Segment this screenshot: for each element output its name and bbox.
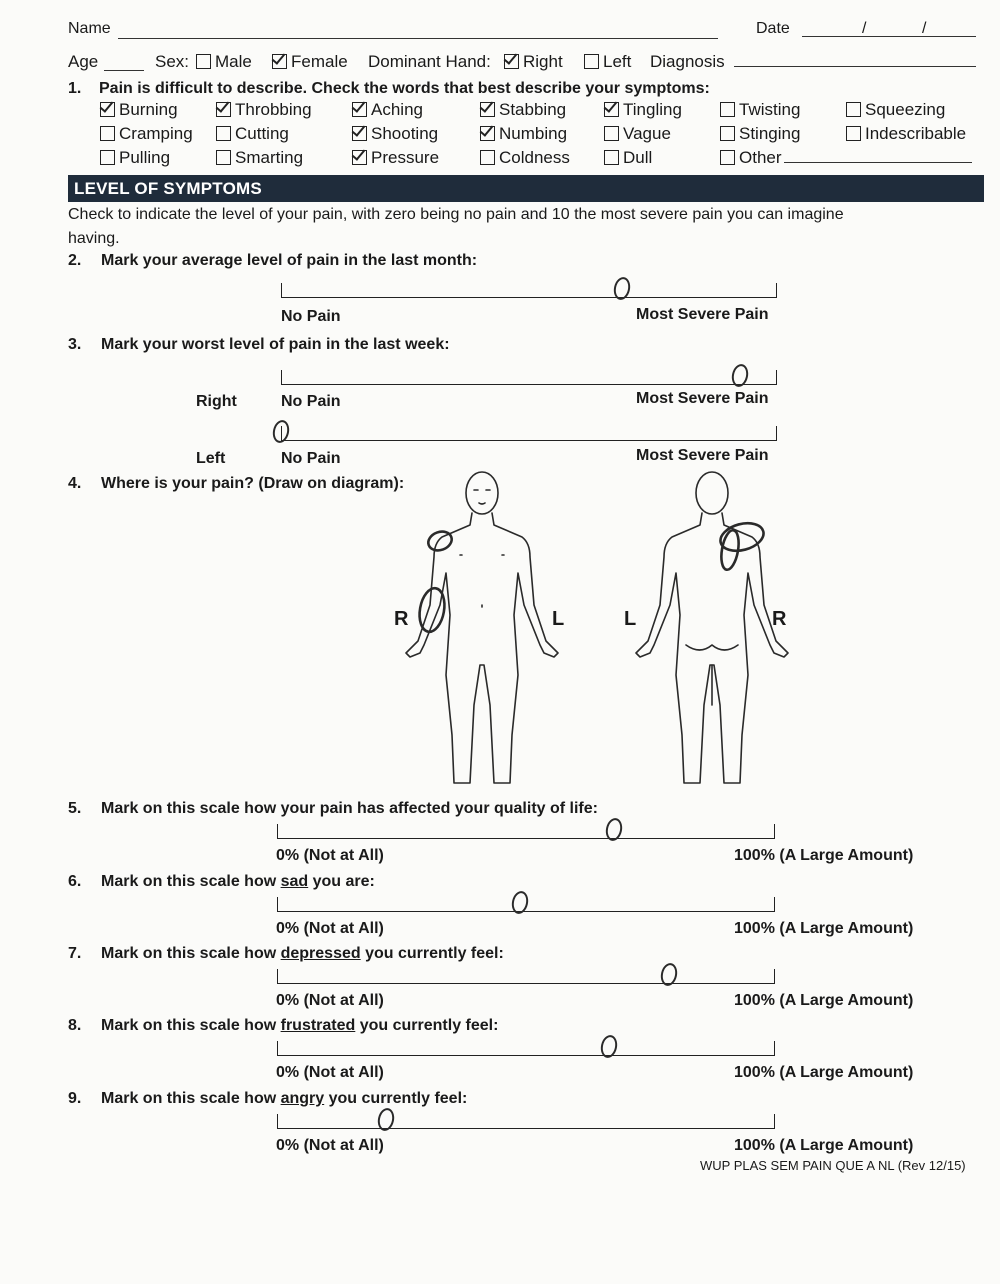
scale-question-post: you currently feel: (360, 945, 504, 962)
female-checkbox[interactable] (272, 54, 287, 69)
symptom-label: Pressure (371, 148, 440, 167)
symptom-checkbox[interactable] (352, 126, 367, 141)
scale-question-keyword: frustrated (280, 1017, 356, 1034)
female-label: Female (291, 52, 348, 71)
symptom-checkbox[interactable] (100, 102, 115, 117)
left-hand-label: Left (603, 52, 632, 71)
back-L-label: L (624, 608, 637, 630)
diagnosis-field[interactable] (734, 66, 976, 67)
section-title: LEVEL OF SYMPTOMS (74, 179, 262, 198)
scale-max-label: 100% (A Large Amount) (734, 1064, 914, 1081)
scale-question-post: you currently feel: (355, 1017, 499, 1034)
symptom-option[interactable] (216, 148, 303, 168)
scale-question-text (101, 945, 504, 963)
scale-question-text (101, 800, 598, 818)
front-L-label: L (552, 608, 565, 630)
scale-min-label: 0% (Not at All) (276, 1137, 384, 1154)
symptom-option[interactable] (720, 148, 972, 168)
worst-pain-left-scale[interactable] (281, 426, 777, 441)
symptom-option[interactable] (480, 124, 567, 144)
symptom-checkbox[interactable] (604, 150, 619, 165)
symptom-label: Numbing (499, 124, 568, 143)
symptom-label: Pulling (119, 148, 171, 167)
symptom-label: Burning (119, 100, 178, 119)
symptom-checkbox[interactable] (604, 126, 619, 141)
q2-text: Mark your average level of pain in the last month: (101, 252, 478, 269)
male-checkbox[interactable] (196, 54, 211, 69)
symptom-label: Shooting (371, 124, 439, 143)
pain-markings (416, 519, 766, 634)
symptom-label: Smarting (235, 148, 304, 167)
average-pain-scale[interactable] (281, 283, 777, 298)
symptom-option[interactable] (604, 100, 682, 120)
symptom-checkbox[interactable] (480, 126, 495, 141)
scale-question-text (101, 1090, 467, 1108)
symptom-checkbox[interactable] (216, 126, 231, 141)
worst-pain-right-scale[interactable] (281, 370, 777, 385)
front-body-figure (406, 472, 558, 783)
q3-left-no-pain: No Pain (281, 450, 341, 467)
form-code-footer: WUP PLAS SEM PAIN QUE A NL (Rev 12/15) (700, 1158, 966, 1173)
scale-question-pre: Mark on this scale how (101, 1017, 281, 1034)
back-R-label: R (772, 608, 787, 630)
symptom-label: Vague (623, 124, 671, 143)
symptom-label: Stabbing (499, 100, 567, 119)
symptom-option[interactable] (720, 124, 800, 144)
scale-question-number: 8. (68, 1017, 82, 1034)
scale-max-label: 100% (A Large Amount) (734, 920, 914, 937)
symptom-checkbox[interactable] (846, 102, 861, 117)
section-intro-line1: Check to indicate the level of your pain, with zero being no pain and 10 the most severe pain you can imagine (68, 206, 844, 223)
symptom-option[interactable] (100, 124, 193, 144)
right-hand-label: Right (523, 52, 563, 71)
q1-text: Pain is difficult to describe. Check the words that best describe your symptoms: (99, 80, 710, 97)
q3-right-no-pain: No Pain (281, 393, 341, 410)
symptom-checkbox[interactable] (480, 150, 495, 165)
symptom-label: Coldness (499, 148, 570, 167)
name-label: Name (68, 20, 111, 37)
scale-question-keyword: sad (280, 873, 309, 890)
age-field[interactable] (104, 70, 144, 71)
diagnosis-label: Diagnosis (650, 52, 725, 71)
symptom-label: Stinging (739, 124, 801, 143)
age-label: Age (68, 52, 99, 71)
scale-question-number: 9. (68, 1090, 82, 1107)
symptom-checkbox[interactable] (100, 150, 115, 165)
dominant-hand-label: Dominant Hand: (368, 52, 491, 71)
q3-number: 3. (68, 336, 82, 353)
left-hand-option[interactable] (584, 52, 631, 72)
male-option[interactable] (196, 52, 252, 72)
scale-max-label: 100% (A Large Amount) (734, 992, 914, 1009)
q1-number: 1. (68, 80, 82, 97)
scale-min-label: 0% (Not at All) (276, 920, 384, 937)
date-separator: / (862, 20, 867, 37)
symptom-option[interactable] (100, 148, 170, 168)
symptom-option[interactable] (216, 124, 289, 144)
scale-min-label: 0% (Not at All) (276, 1064, 384, 1081)
symptom-checkbox[interactable] (720, 126, 735, 141)
scale-question-pre: Mark on this scale how (101, 945, 281, 962)
scale-question-number: 7. (68, 945, 82, 962)
q4-number: 4. (68, 475, 82, 492)
scale-question-number: 5. (68, 800, 82, 817)
symptom-option[interactable] (846, 100, 945, 120)
scale-question-number: 6. (68, 873, 82, 890)
scale-min-label: 0% (Not at All) (276, 992, 384, 1009)
symptom-checkbox[interactable] (480, 102, 495, 117)
scale-question-pre: Mark on this scale how (101, 1090, 281, 1107)
symptom-checkbox[interactable] (720, 102, 735, 117)
right-hand-option[interactable] (504, 52, 563, 72)
back-body-figure (636, 472, 788, 783)
symptom-label: Cutting (235, 124, 289, 143)
q3-right-label: Right (196, 393, 237, 410)
symptom-checkbox[interactable] (216, 150, 231, 165)
symptom-option[interactable] (352, 148, 439, 168)
symptom-checkbox[interactable] (352, 150, 367, 165)
symptom-checkbox[interactable] (604, 102, 619, 117)
q2-no-pain-label: No Pain (281, 308, 341, 325)
symptom-label: Squeezing (865, 100, 946, 119)
scale-max-label: 100% (A Large Amount) (734, 1137, 914, 1154)
scale-question-post: you currently feel: (324, 1090, 468, 1107)
q3-left-most-severe: Most Severe Pain (636, 447, 769, 464)
male-label: Male (215, 52, 252, 71)
rating-scale[interactable] (277, 969, 775, 984)
symptom-checkbox[interactable] (846, 126, 861, 141)
scale-min-label: 0% (Not at All) (276, 847, 384, 864)
scale-question-pre: Mark on this scale how your pain has affected your quality of life: (101, 800, 598, 817)
left-hand-checkbox[interactable] (584, 54, 599, 69)
symptom-option[interactable] (352, 100, 423, 120)
symptom-label: Tingling (623, 100, 682, 119)
symptom-option[interactable] (352, 124, 438, 144)
scale-question-keyword: depressed (280, 945, 361, 962)
symptom-checkbox[interactable] (720, 150, 735, 165)
symptom-label: Dull (623, 148, 653, 167)
sex-label: Sex: (155, 52, 190, 71)
other-symptom-field[interactable] (784, 162, 972, 163)
scale-max-label: 100% (A Large Amount) (734, 847, 914, 864)
scale-question-post: you are: (308, 873, 375, 890)
rating-scale[interactable] (277, 1041, 775, 1056)
symptom-option[interactable] (846, 124, 966, 144)
symptom-checkbox[interactable] (100, 126, 115, 141)
symptom-option[interactable] (480, 100, 566, 120)
q4-text: Where is your pain? (Draw on diagram): (101, 475, 405, 492)
symptom-label: Other (739, 148, 782, 167)
q2-most-severe-label: Most Severe Pain (636, 306, 769, 323)
date-field[interactable] (802, 36, 976, 37)
symptom-label: Twisting (739, 100, 801, 119)
front-R-label: R (394, 608, 409, 630)
symptom-option[interactable] (480, 148, 570, 168)
q2-number: 2. (68, 252, 82, 269)
female-option[interactable] (272, 52, 348, 72)
rating-scale[interactable] (277, 1114, 775, 1129)
symptom-label: Aching (371, 100, 423, 119)
q3-right-most-severe: Most Severe Pain (636, 390, 769, 407)
symptom-label: Cramping (119, 124, 193, 143)
name-field[interactable] (118, 38, 718, 39)
date-separator: / (922, 20, 927, 37)
q3-left-label: Left (196, 450, 226, 467)
section-banner (68, 175, 984, 202)
scale-question-text (101, 1017, 498, 1035)
rating-scale[interactable] (277, 824, 775, 839)
body-diagram[interactable] (390, 465, 810, 795)
section-intro-line2: having. (68, 230, 120, 247)
scale-question-keyword: angry (280, 1090, 325, 1107)
symptom-option[interactable] (100, 100, 178, 120)
scale-question-pre: Mark on this scale how (101, 873, 281, 890)
symptom-option[interactable] (604, 124, 671, 144)
symptom-option[interactable] (216, 100, 312, 120)
symptom-label: Indescribable (865, 124, 967, 143)
date-label: Date (756, 20, 790, 37)
symptom-label: Throbbing (235, 100, 312, 119)
symptom-option[interactable] (604, 148, 652, 168)
symptom-checkbox[interactable] (216, 102, 231, 117)
scale-question-text (101, 873, 375, 891)
right-hand-checkbox[interactable] (504, 54, 519, 69)
q3-text: Mark your worst level of pain in the last week: (101, 336, 450, 353)
symptom-option[interactable] (720, 100, 800, 120)
symptom-checkbox[interactable] (352, 102, 367, 117)
